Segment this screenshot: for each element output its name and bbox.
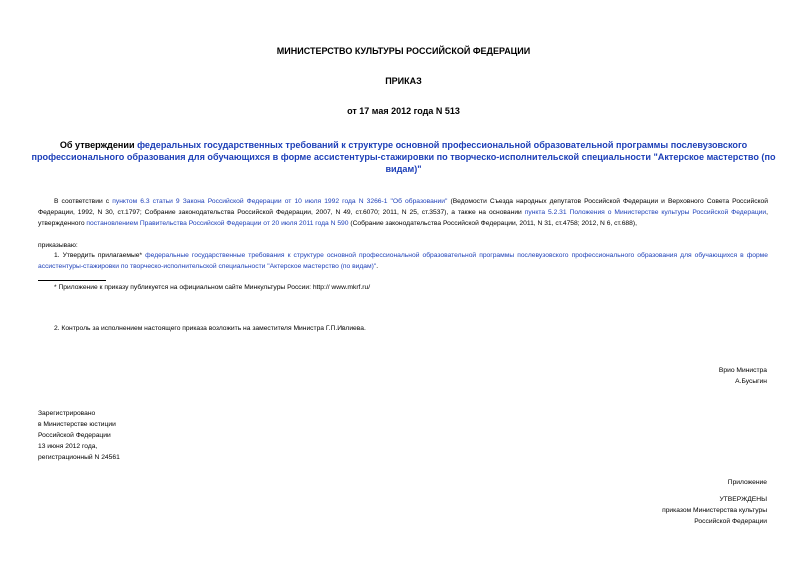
registration-line: в Министерстве юстиции xyxy=(38,421,116,428)
law-link[interactable]: пунктом 6.3 статьи 9 Закона Российской Федерации от 10 июля 1992 года N 3266-1 "Об образовании" xyxy=(112,198,448,205)
document-title xyxy=(30,139,777,175)
p1-end: (Собрание законодательства Российской Федерации, 2011, N 31, ст.4758; 2012, N 6, ст.688), xyxy=(348,220,637,227)
registration-line: регистрационный N 24561 xyxy=(38,454,120,461)
approved-label: УТВЕРЖДЕНЫ xyxy=(719,496,767,503)
approved-federation: Российской Федерации xyxy=(694,518,767,525)
appendix-label: Приложение xyxy=(727,479,767,486)
title-link[interactable]: федеральных государственных требований к структуре основной профессиональной образовательной программы послевузовского профессионального образования для обучающихся в форме ассистентуры-стажировки по творческо-исполнительской специальности "Актерское мастерство (по видам)" xyxy=(31,140,776,174)
p2-end: . xyxy=(376,263,379,270)
registration-line: 13 июня 2012 года, xyxy=(38,443,98,450)
requirements-link[interactable]: федеральные государственные требования к структуре основной профессиональной образовательной программы послевузовского профессионального образования для обучающихся в форме ассистентуры-стажировки по творческо-исполнительской специальности "Актерское мастерство (по видам)" xyxy=(38,252,768,270)
registration-block xyxy=(38,408,120,463)
regulation-link[interactable]: пункта 5.2.31 Положения о Министерстве культуры Российской Федерации xyxy=(524,209,767,216)
p2-start: 1. Утвердить прилагаемые* xyxy=(54,252,146,259)
item-2-paragraph: 2. Контроль за исполнением настоящего приказа возложить на заместителя Министра Г.П.Ивлиева. xyxy=(54,325,366,332)
footnote-text: * Приложение к приказу публикуется на официальном сайте Минкультуры России: http:// www.mkrf.ru/ xyxy=(54,284,371,291)
date-number-heading: от 17 мая 2012 года N 513 xyxy=(347,106,460,116)
preamble-paragraph xyxy=(38,196,768,229)
approved-by-order: приказом Министерства культуры xyxy=(662,507,767,514)
p1-mid2: , утвержденного xyxy=(38,209,768,227)
resolution-link[interactable]: постановлением Правительства Российской Федерации от 20 июля 2011 года N 590 xyxy=(86,220,349,227)
p1-start: В соответствии с xyxy=(54,198,113,205)
signature-name: А.Бусыгин xyxy=(735,378,767,385)
title-prefix: Об утверждении xyxy=(59,140,138,150)
signature-position: Врио Министра xyxy=(718,367,767,374)
order-verb: приказываю: xyxy=(38,242,78,249)
p1-mid1: (Ведомости Съезда народных депутатов Российской Федерации и Верховного Совета Российской Федерации, 1992, N 30, ст.1797; Собрание законодательства Российской Федерации, 2007, N 49, ст.6070; 2011, N 25, ст.3537), а также на основании xyxy=(38,198,769,216)
registration-line: Зарегистрировано xyxy=(38,410,96,417)
item-1-paragraph xyxy=(38,250,768,272)
ministry-heading: МИНИСТЕРСТВО КУЛЬТУРЫ РОССИЙСКОЙ ФЕДЕРАЦИИ xyxy=(276,46,531,56)
registration-line: Российской Федерации xyxy=(38,432,111,439)
signature-block xyxy=(719,365,767,387)
footnote-divider xyxy=(38,280,106,281)
approval-block xyxy=(662,494,767,527)
document-type-heading: ПРИКАЗ xyxy=(385,76,422,86)
